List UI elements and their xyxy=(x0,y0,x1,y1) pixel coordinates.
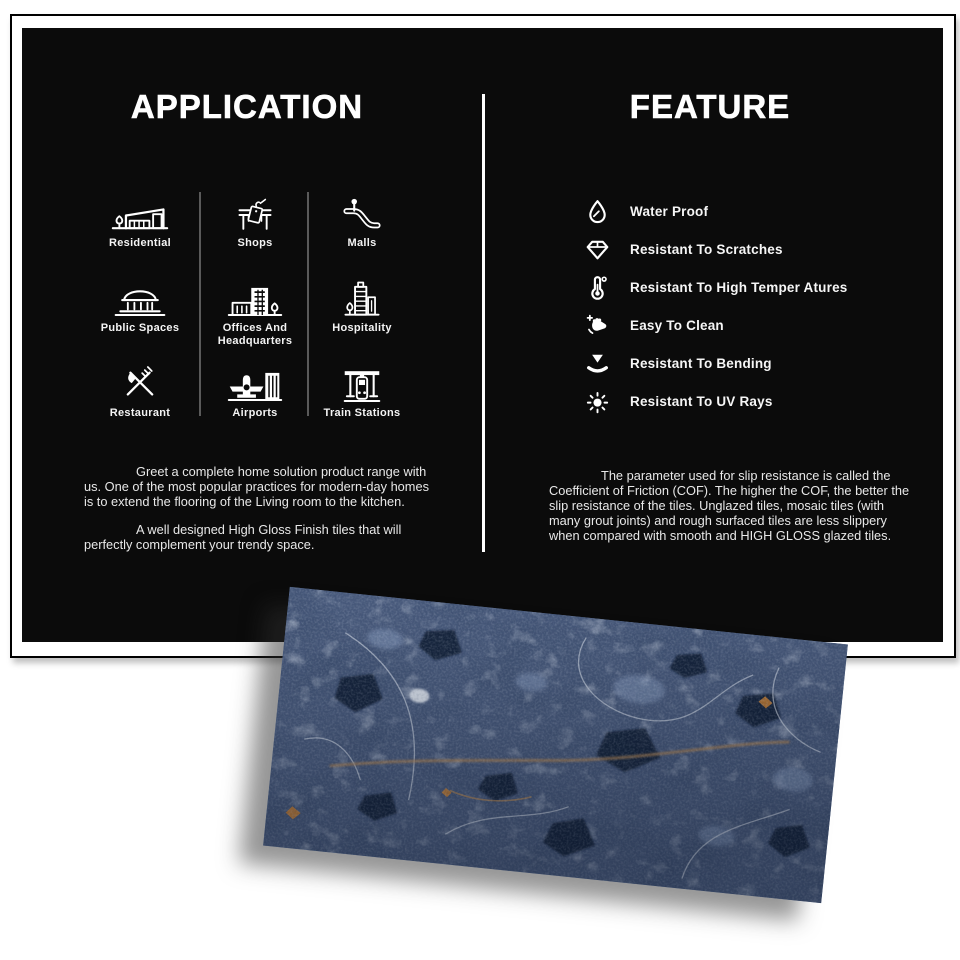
feature-item xyxy=(584,349,772,377)
restaurant-icon xyxy=(120,366,160,404)
feature-description xyxy=(549,468,913,543)
feature-item-label: Water Proof xyxy=(630,203,709,219)
feature-item xyxy=(584,273,847,301)
application-item-label: Public Spaces xyxy=(100,322,180,334)
public-spaces-icon xyxy=(111,281,169,319)
application-item-label: Shops xyxy=(237,237,273,249)
application-item-label: Malls xyxy=(347,237,377,249)
uv-sun-icon xyxy=(584,388,611,415)
feature-item xyxy=(584,235,783,263)
shops-icon xyxy=(234,196,276,234)
application-item-label: Restaurant xyxy=(109,407,171,419)
application-item xyxy=(306,196,418,250)
feature-item xyxy=(584,311,724,339)
water-drop-icon xyxy=(584,198,611,225)
application-item xyxy=(199,196,311,250)
feature-item xyxy=(584,197,708,225)
section-divider xyxy=(482,94,485,552)
application-description xyxy=(84,464,432,552)
feature-title: FEATURE xyxy=(629,88,791,125)
application-item-label: Offices And Headquarters xyxy=(217,322,293,347)
residential-icon xyxy=(110,196,170,234)
application-item xyxy=(306,281,418,335)
hospitality-icon xyxy=(342,281,382,319)
application-paragraph-1: Greet a complete home solution product range with us. One of the most popular practices for modern-day homes is to extend the flooring of the Living room to the kitchen. xyxy=(84,464,429,509)
flyer-card xyxy=(22,28,943,642)
application-item xyxy=(84,366,196,420)
flyer-frame xyxy=(10,14,956,658)
application-paragraph-2: A well designed High Gloss Finish tiles that will perfectly complement your trendy space. xyxy=(84,522,402,552)
diamond-icon xyxy=(584,236,611,263)
application-item xyxy=(199,281,311,348)
application-item xyxy=(84,281,196,335)
application-item xyxy=(306,366,418,420)
application-item xyxy=(84,196,196,250)
feature-item-label: Resistant To Scratches xyxy=(630,241,783,257)
application-item xyxy=(199,366,311,420)
application-item-label: Airports xyxy=(232,407,278,419)
malls-icon xyxy=(342,196,382,234)
train-stations-icon xyxy=(342,366,382,404)
application-item-label: Hospitality xyxy=(332,322,392,334)
feature-item-label: Resistant To UV Rays xyxy=(630,393,773,409)
feature-item-label: Resistant To High Temper Atures xyxy=(630,279,848,295)
airports-icon xyxy=(226,366,284,404)
feature-paragraph: The parameter used for slip resistance is called the Coefficient of Friction (COF). The higher the COF, the better the slip resistance of the tiles. Unglazed tiles, mosaic tiles (with many grout joints) and rough surfaced tiles are less slippery when compared with smooth and HIGH GLOSS glazed tiles. xyxy=(549,468,910,543)
bending-icon xyxy=(584,350,611,377)
application-item-label: Residential xyxy=(109,237,171,249)
offices-icon xyxy=(226,281,284,319)
application-title: APPLICATION xyxy=(130,88,364,125)
feature-item-label: Easy To Clean xyxy=(630,317,724,333)
thermometer-icon xyxy=(584,274,611,301)
clean-hand-icon xyxy=(584,312,611,339)
feature-item-label: Resistant To Bending xyxy=(630,355,772,371)
feature-item xyxy=(584,387,773,415)
application-item-label: Train Stations xyxy=(323,407,401,419)
